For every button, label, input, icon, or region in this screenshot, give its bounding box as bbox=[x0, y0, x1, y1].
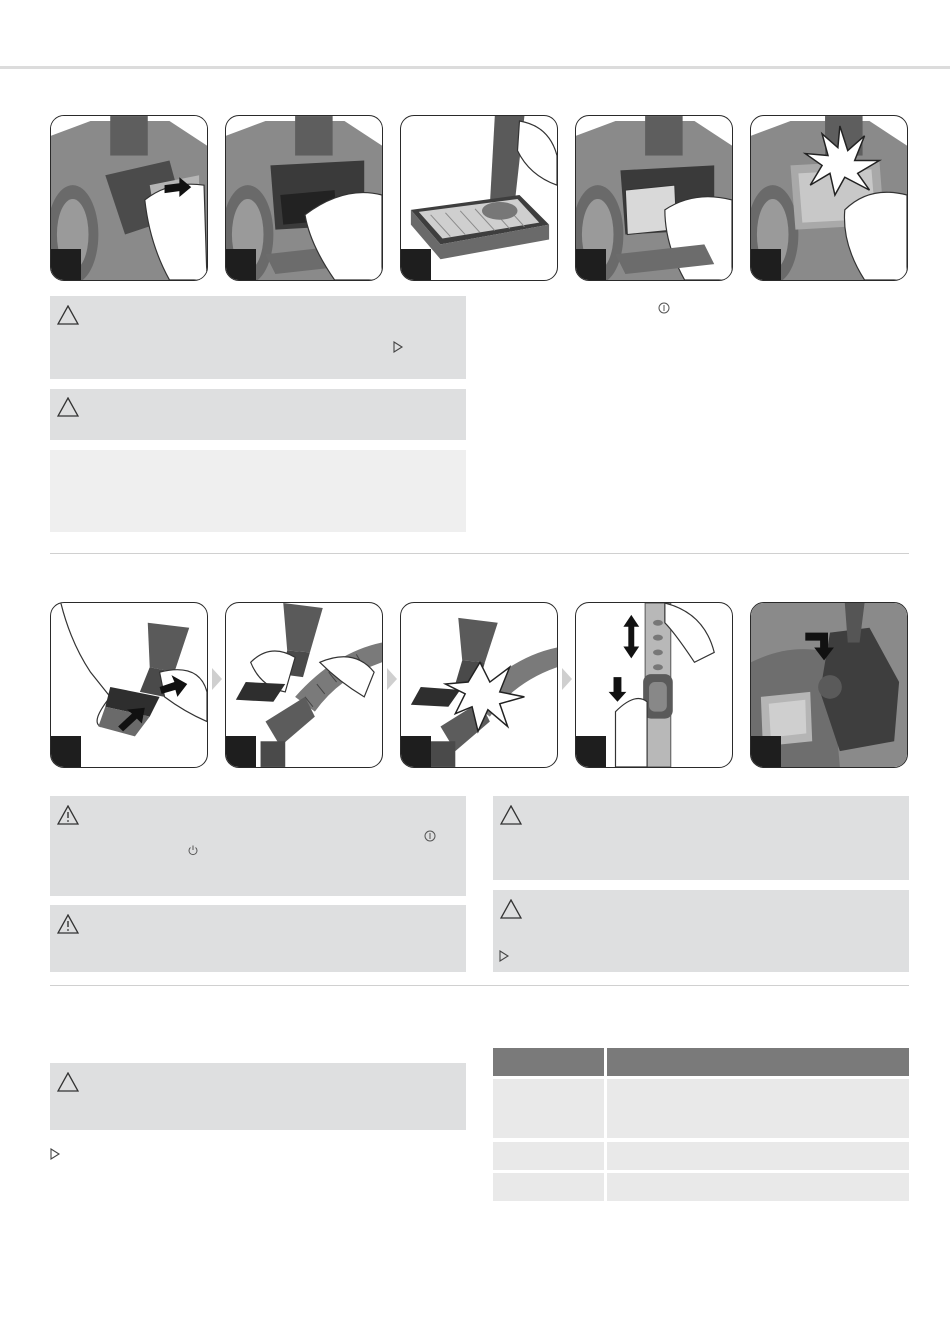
table-cell bbox=[607, 1142, 909, 1170]
panel-5 bbox=[750, 115, 908, 281]
warning-triangle-icon bbox=[57, 805, 79, 825]
chevron-right-icon bbox=[387, 668, 397, 690]
step-marker bbox=[576, 249, 606, 280]
warning-triangle-icon bbox=[500, 805, 522, 825]
warning-box-4 bbox=[493, 890, 909, 972]
chevron-right-icon bbox=[562, 668, 572, 690]
info-icon bbox=[658, 302, 670, 314]
panel-3 bbox=[400, 115, 558, 281]
warning-triangle-icon bbox=[57, 914, 79, 934]
table-header-cell bbox=[607, 1048, 909, 1076]
table-cell bbox=[493, 1173, 604, 1201]
triangle-bullet-icon bbox=[498, 950, 510, 962]
panel-7 bbox=[225, 602, 383, 768]
warning-triangle-icon bbox=[57, 1072, 79, 1092]
table-header-cell bbox=[493, 1048, 604, 1076]
warning-triangle-icon bbox=[57, 397, 79, 417]
panel-6 bbox=[50, 602, 208, 768]
step-marker bbox=[226, 736, 256, 767]
panel-9 bbox=[575, 602, 733, 768]
warning-triangle-icon bbox=[500, 899, 522, 919]
section-divider bbox=[50, 553, 909, 554]
table-cell bbox=[607, 1079, 909, 1138]
warning-box-2 bbox=[50, 389, 466, 440]
table-cell bbox=[493, 1079, 604, 1138]
step-marker bbox=[226, 249, 256, 280]
panel-4 bbox=[575, 115, 733, 281]
panel-8 bbox=[400, 602, 558, 768]
panel-10 bbox=[750, 602, 908, 768]
info-icon bbox=[424, 830, 436, 842]
section-divider bbox=[50, 985, 909, 986]
step-marker bbox=[401, 736, 431, 767]
warning-box-1 bbox=[50, 296, 466, 379]
step-marker bbox=[751, 249, 781, 280]
triangle-bullet-icon bbox=[49, 1148, 61, 1160]
table-cell bbox=[607, 1173, 909, 1201]
warning-box-3 bbox=[493, 796, 909, 880]
triangle-bullet-icon bbox=[392, 341, 404, 353]
step-marker bbox=[51, 736, 81, 767]
chevron-right-icon bbox=[212, 668, 222, 690]
caution-box-1 bbox=[50, 796, 466, 896]
note-box bbox=[50, 450, 466, 532]
warning-box-5 bbox=[50, 1063, 466, 1130]
top-divider bbox=[0, 66, 950, 69]
panel-2 bbox=[225, 115, 383, 281]
step-marker bbox=[51, 249, 81, 280]
panel-1 bbox=[50, 115, 208, 281]
step-marker bbox=[751, 736, 781, 767]
warning-triangle-icon bbox=[57, 305, 79, 325]
caution-box-2 bbox=[50, 905, 466, 972]
step-marker bbox=[576, 736, 606, 767]
step-marker bbox=[401, 249, 431, 280]
power-icon bbox=[187, 844, 199, 856]
table-cell bbox=[493, 1142, 604, 1170]
